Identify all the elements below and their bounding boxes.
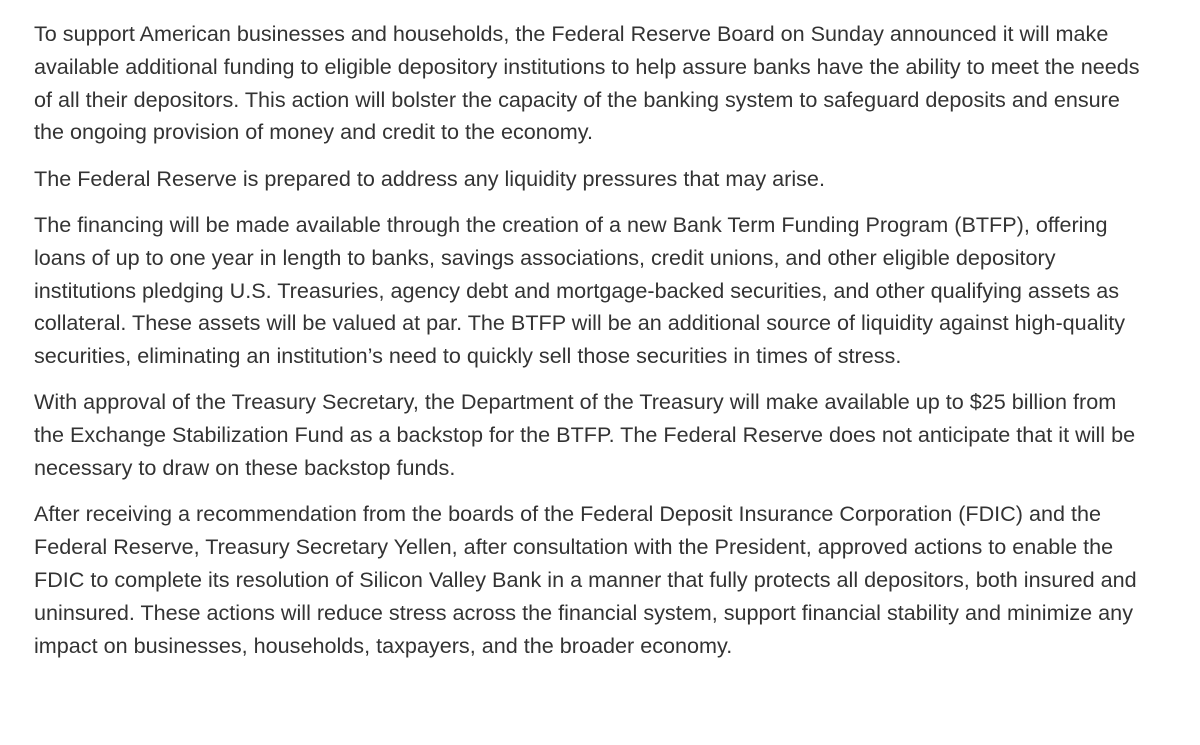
paragraph-treasury-backstop: With approval of the Treasury Secretary, the Department of the Treasury will make available up to $25 billion from the Exchange Stabilization Fund as a backstop for the BTFP. The Federal Reserve does not anticipate that it will be necessary to draw on these backstop funds.	[34, 389, 1136, 481]
paragraph-btfp: The financing will be made available through the creation of a new Bank Term Funding Program (BTFP), offering loans of up to one year in length to banks, savings associations, credit unions, and other eligible depository institutions pledging U.S. Treasuries, agency debt and mortgage-backed securities, and other qualifying assets as collateral. These assets will be valued at par. The BTFP will be an additional source of liquidity against high-quality securities, eliminating an institution’s need to quickly sell those securities in times of stress.	[34, 211, 1126, 369]
article-body	[34, 18, 1144, 676]
paragraph-liquidity: The Federal Reserve is prepared to address any liquidity pressures that may arise.	[34, 165, 825, 191]
paragraph-announcement: To support American businesses and households, the Federal Reserve Board on Sunday announced it will make available additional funding to eligible depository institutions to help assure banks have the ability to meet the needs of all their depositors. This action will bolster the capacity of the banking system to safeguard deposits and ensure the ongoing provision of money and credit to the economy.	[34, 21, 1140, 145]
paragraph-fdic-svb: After receiving a recommendation from the boards of the Federal Deposit Insurance Corporation (FDIC) and the Federal Reserve, Treasury Secretary Yellen, after consultation with the President, approved actions to enable the FDIC to complete its resolution of Silicon Valley Bank in a manner that fully protects all depositors, both insured and uninsured. These actions will reduce stress across the financial system, support financial stability and minimize any impact on businesses, households, taxpayers, and the broader economy.	[34, 501, 1137, 658]
